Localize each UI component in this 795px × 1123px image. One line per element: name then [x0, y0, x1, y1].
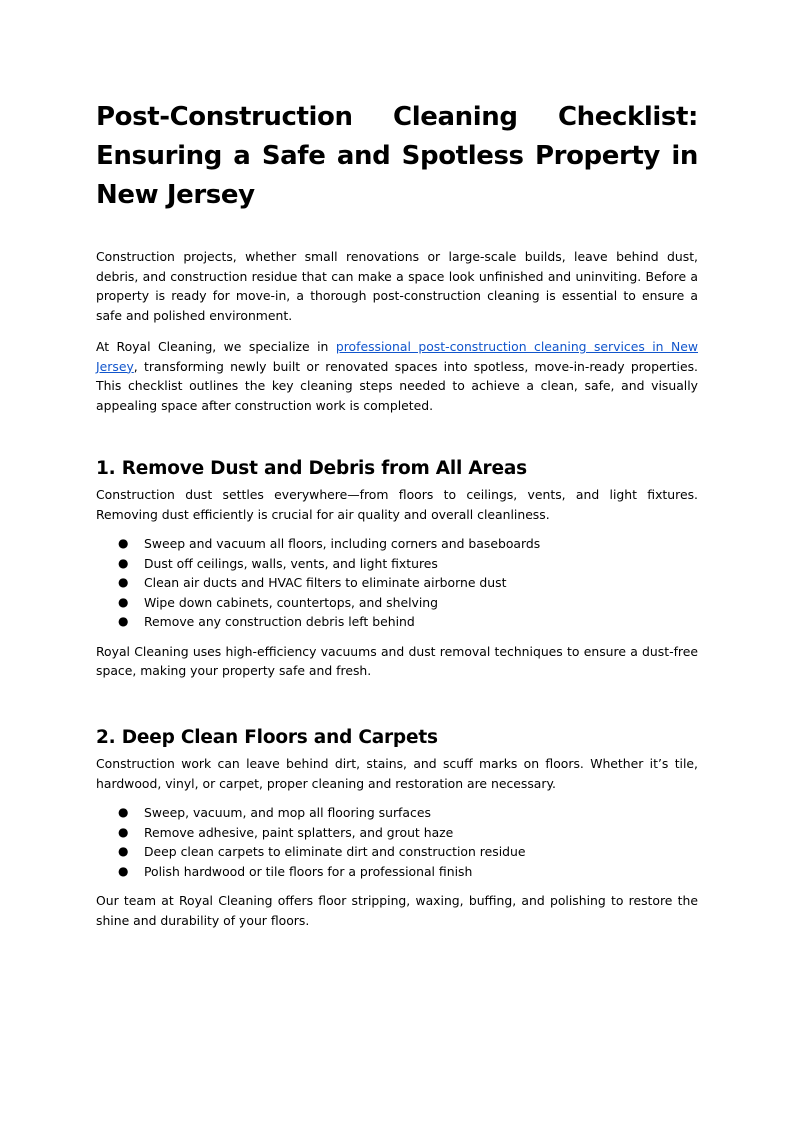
bullet-icon: ● — [118, 863, 129, 878]
list-item-text: Sweep and vacuum all floors, including corners and baseboards — [144, 536, 541, 552]
bullet-icon: ● — [118, 536, 129, 551]
bullet-icon: ● — [118, 844, 129, 859]
list-item-text: Wipe down cabinets, countertops, and shelving — [144, 594, 439, 610]
intro-paragraph-2 — [96, 337, 698, 415]
section-closing: Our team at Royal Cleaning offers floor stripping, waxing, buffing, and polishing to restore the shine and durability of your floors. — [96, 893, 698, 928]
checklist — [96, 534, 698, 632]
services-link[interactable]: professional post-construction cleaning services in New Jersey — [96, 339, 698, 374]
list-item — [96, 803, 698, 823]
list-item — [96, 534, 698, 554]
bullet-icon: ● — [118, 555, 129, 570]
list-item-text: Dust off ceilings, walls, vents, and light fixtures — [144, 555, 438, 571]
section-deep-clean-floors — [96, 725, 698, 930]
bullet-icon: ● — [118, 575, 129, 590]
list-item-text: Deep clean carpets to eliminate dirt and construction residue — [144, 844, 526, 860]
bullet-icon: ● — [118, 614, 129, 629]
bullet-icon: ● — [118, 805, 129, 820]
list-item — [96, 842, 698, 862]
section-remove-dust — [96, 456, 698, 681]
bullet-icon: ● — [118, 824, 129, 839]
intro-text-before-link: At Royal Cleaning, we specialize in — [96, 339, 336, 354]
list-item — [96, 862, 698, 882]
intro-text-after-link: , transforming newly built or renovated spaces into spotless, move-in-ready properties. This checklist outlines the key cleaning steps needed to achieve a clean, safe, and visually appealing space after construction work is completed. — [96, 358, 698, 413]
list-item — [96, 573, 698, 593]
intro-paragraph-1: Construction projects, whether small renovations or large-scale builds, leave behind dust, debris, and construction residue that can make a space look unfinished and uninviting. Before a property is ready for move-in, a thorough post-construction cleaning is essential to ensure a safe and polished environment. — [96, 249, 698, 323]
list-item — [96, 823, 698, 843]
list-item — [96, 593, 698, 613]
list-item-text: Clean air ducts and HVAC filters to eliminate airborne dust — [144, 575, 507, 591]
section-lead: Construction dust settles everywhere—from floors to ceilings, vents, and light fixtures. Removing dust efficiently is crucial for air quality and overall cleanliness. — [96, 487, 698, 522]
page-title: Post-Construction Cleaning Checklist: Ensuring a Safe and Spotless Property in New Jersey — [96, 102, 698, 210]
section-closing: Royal Cleaning uses high-efficiency vacuums and dust removal techniques to ensure a dust-free space, making your property safe and fresh. — [96, 643, 698, 679]
list-item-text: Remove adhesive, paint splatters, and grout haze — [144, 824, 454, 840]
list-item — [96, 612, 698, 632]
section-lead: Construction work can leave behind dirt, stains, and scuff marks on floors. Whether it’s tile, hardwood, vinyl, or carpet, proper cleaning and restoration are necessary. — [96, 756, 698, 791]
list-item — [96, 554, 698, 574]
section-heading: 1. Remove Dust and Debris from All Areas — [96, 458, 527, 479]
list-item-text: Remove any construction debris left behind — [144, 614, 415, 630]
checklist — [96, 803, 698, 881]
section-heading: 2. Deep Clean Floors and Carpets — [96, 727, 438, 748]
list-item-text: Sweep, vacuum, and mop all flooring surfaces — [144, 805, 431, 821]
list-item-text: Polish hardwood or tile floors for a professional finish — [144, 863, 473, 879]
bullet-icon: ● — [118, 594, 129, 609]
